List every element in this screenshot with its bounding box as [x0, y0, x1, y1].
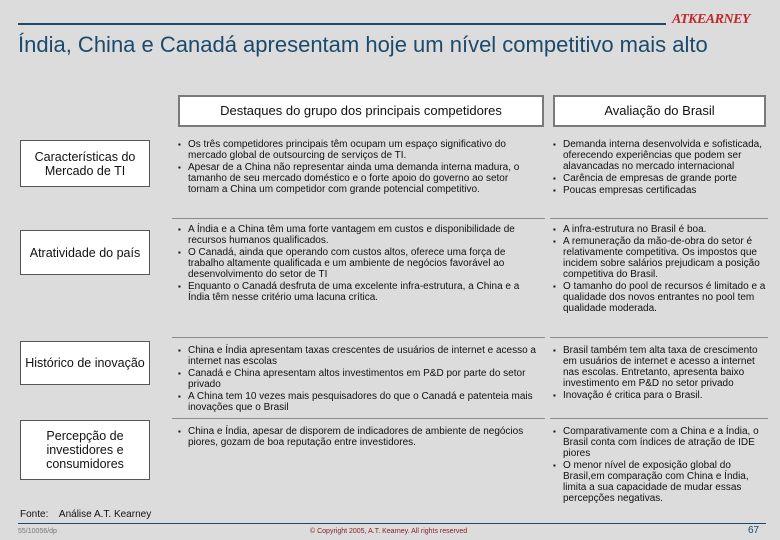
list-item: ▪ China e Índia apresentam taxas crescentes de usuários de internet e acesso a internet nas escolas: [178, 345, 542, 367]
page-title: Índia, China e Canadá apresentam hoje um nível competitivo mais alto: [18, 32, 708, 57]
competitors-list: [178, 426, 542, 449]
page-number: 67: [748, 525, 760, 536]
brazil-list: [553, 139, 768, 197]
list-item: ▪ Enquanto o Canadá desfruta de uma excelente infra-estrutura, a China e a Índia têm nesse critério uma lacuna crítica.: [178, 281, 542, 303]
copyright: © Copyright 2005, A.T. Kearney. All rights reserved: [310, 528, 468, 535]
row-label: Percepção de investidores e consumidores: [20, 420, 150, 480]
brazil-list: [553, 345, 768, 402]
source-label: Fonte:: [20, 509, 49, 520]
list-item: ▪ Canadá e China apresentam altos investimentos em P&D por parte do setor privado: [178, 368, 542, 390]
list-item: ▪ A infra-estrutura no Brasil é boa.: [553, 224, 768, 235]
source-text: Análise A.T. Kearney: [58, 509, 152, 520]
row-label: Histórico de inovação: [20, 341, 150, 385]
row-divider: [172, 218, 545, 219]
header-rule: [18, 23, 666, 25]
source-note: [20, 509, 151, 520]
column-header-competitors: Destaques do grupo dos principais competidores: [178, 95, 544, 127]
list-item: ▪ Os três competidores principais têm ocupam um espaço significativo do mercado global de outsourcing de serviços de TI.: [178, 139, 542, 161]
row-divider: [550, 418, 768, 419]
row-divider: [172, 337, 545, 338]
logo: ATKEARNEY: [672, 12, 750, 27]
row-label: Características do Mercado de TI: [20, 140, 150, 187]
row-divider: [172, 418, 545, 419]
list-item: ▪ Apesar de a China não representar ainda uma demanda interna madura, o tamanho de seu mercado doméstico e o forte apoio do governo ao setor tornam a China um competidor com grande potencial competitivo.: [178, 162, 542, 195]
list-item: ▪ Comparativamente com a China e a Índia, o Brasil conta com índices de atração de IDE piores: [553, 426, 768, 459]
list-item: ▪ O tamanho do pool de recursos é limitado e a qualidade dos novos entrantes no pool tem qualidade moderada.: [553, 281, 768, 314]
row-label: Atratividade do país: [20, 230, 150, 275]
list-item: ▪ A Índia e a China têm uma forte vantagem em custos e disponibilidade de recursos humanos qualificados.: [178, 224, 542, 246]
brazil-list: [553, 426, 768, 505]
list-item: ▪ China e Índia, apesar de disporem de indicadores de ambiente de negócios piores, gozam de boa reputação entre investidores.: [178, 426, 542, 448]
row-divider: [550, 218, 768, 219]
list-item: ▪ O menor nível de exposição global do Brasil,em comparação com China e Índia, limita a sua capacidade de mudar essas percepções negativas.: [553, 460, 768, 504]
list-item: ▪ Carência de empresas de grande porte: [553, 173, 768, 184]
list-item: ▪ Demanda interna desenvolvida e sofisticada, oferecendo experiências que podem ser alavancadas no mercado internacional: [553, 139, 768, 172]
competitors-list: [178, 345, 542, 414]
list-item: ▪ Inovação é critica para o Brasil.: [553, 390, 768, 401]
competitors-list: [178, 224, 542, 304]
list-item: ▪ A remuneração da mão-de-obra do setor é relativamente competitiva. Os impostos que incidem sobre salários prejudicam a posição competitiva do Brasil.: [553, 236, 768, 280]
list-item: ▪ A China tem 10 vezes mais pesquisadores do que o Canadá e patenteia mais inovações que o Brasil: [178, 391, 542, 413]
brazil-list: [553, 224, 768, 315]
row-divider: [550, 337, 768, 338]
footer-rule: [18, 523, 766, 524]
list-item: ▪ Poucas empresas certificadas: [553, 185, 768, 196]
competitors-list: [178, 139, 542, 196]
list-item: ▪ Brasil também tem alta taxa de crescimento em usuários de internet e acesso a internet nas escolas. Entretanto, apresenta baixo investimento em P&D no setor privado: [553, 345, 768, 389]
list-item: ▪ O Canadá, ainda que operando com custos altos, oferece uma força de trabalho altamente qualificada e um ambiente de negócios favorável ao desenvolvimento do setor de TI: [178, 247, 542, 280]
document-code: 55/10056/dp: [18, 528, 57, 535]
column-header-brazil: Avaliação do Brasil: [553, 95, 766, 127]
